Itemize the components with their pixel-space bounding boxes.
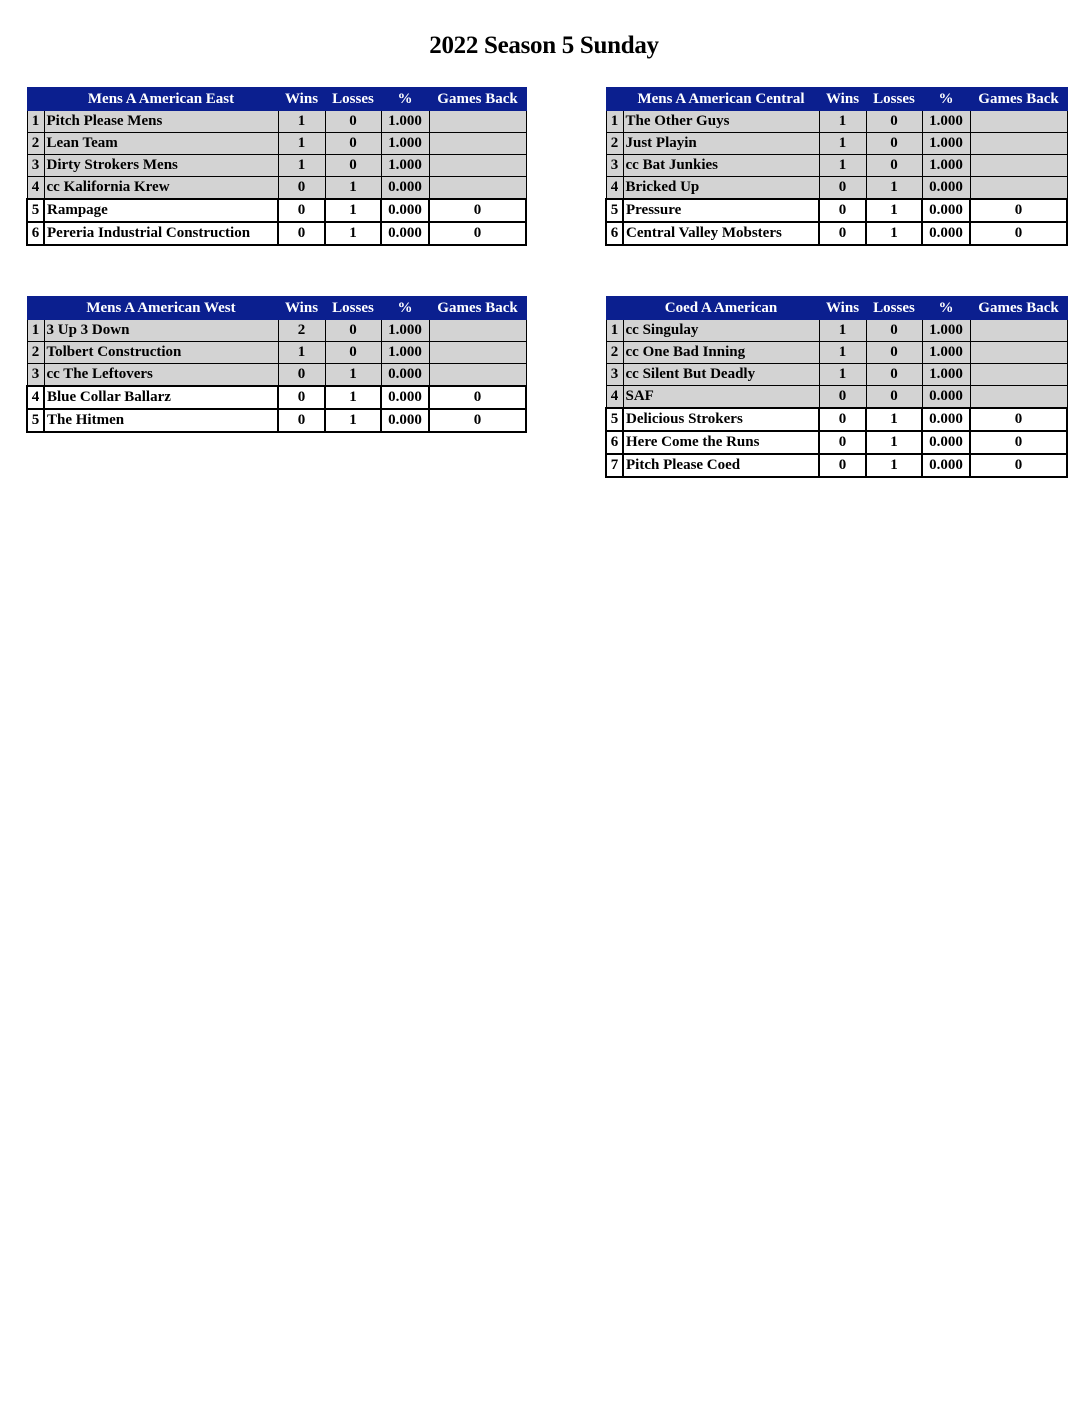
- pct-cell: 0.000: [381, 222, 429, 245]
- wins-cell: 1: [819, 155, 866, 177]
- team-cell: Here Come the Runs: [623, 431, 819, 454]
- standings-table-coed-a-american: [605, 296, 1068, 478]
- losses-cell: 0: [866, 111, 922, 133]
- team-cell: cc The Leftovers: [44, 364, 278, 387]
- games-back-cell: 0: [970, 408, 1067, 431]
- pct-cell: 1.000: [922, 320, 970, 342]
- wins-cell: 0: [278, 409, 325, 432]
- games-back-cell: 0: [429, 409, 526, 432]
- games-back-cell: [429, 177, 526, 200]
- table-row: [606, 431, 1067, 454]
- team-cell: Pereria Industrial Construction: [44, 222, 278, 245]
- pct-cell: 1.000: [922, 111, 970, 133]
- wins-cell: 0: [278, 222, 325, 245]
- losses-cell: 0: [325, 320, 381, 342]
- division-name: Mens A American West: [44, 297, 278, 320]
- rank-cell: 5: [27, 409, 44, 432]
- rank-cell: 4: [27, 386, 44, 409]
- games-back-cell: 0: [429, 222, 526, 245]
- losses-cell: 0: [866, 155, 922, 177]
- games-back-cell: [970, 320, 1067, 342]
- wins-cell: 0: [819, 386, 866, 409]
- pct-cell: 0.000: [381, 409, 429, 432]
- losses-cell: 0: [866, 320, 922, 342]
- rank-cell: 3: [27, 155, 44, 177]
- table-header-row: [606, 88, 1067, 111]
- team-cell: 3 Up 3 Down: [44, 320, 278, 342]
- pct-cell: 1.000: [381, 155, 429, 177]
- page-title: 2022 Season 5 Sunday: [429, 32, 659, 59]
- team-cell: Pressure: [623, 199, 819, 222]
- losses-cell: 1: [325, 199, 381, 222]
- rank-cell: 1: [27, 111, 44, 133]
- table-row: [27, 364, 526, 387]
- table-row: [27, 386, 526, 409]
- wins-cell: 0: [278, 177, 325, 200]
- standings-table-mens-a-american-east: [26, 87, 527, 246]
- losses-cell: 0: [325, 155, 381, 177]
- pct-cell: 0.000: [922, 431, 970, 454]
- wins-cell: 0: [819, 222, 866, 245]
- games-back-cell: [970, 133, 1067, 155]
- rank-header: [606, 88, 623, 111]
- rank-cell: 4: [606, 177, 623, 200]
- losses-cell: 1: [866, 199, 922, 222]
- division-name: Mens A American East: [44, 88, 278, 111]
- games-back-cell: 0: [970, 431, 1067, 454]
- games-back-cell: [429, 320, 526, 342]
- games-back-cell: 0: [429, 199, 526, 222]
- losses-cell: 1: [325, 222, 381, 245]
- rank-cell: 1: [606, 111, 623, 133]
- pct-cell: 1.000: [381, 133, 429, 155]
- team-cell: cc Bat Junkies: [623, 155, 819, 177]
- team-cell: cc Singulay: [623, 320, 819, 342]
- table-row: [606, 320, 1067, 342]
- pct-cell: 0.000: [922, 177, 970, 200]
- standings-table-mens-a-american-central: [605, 87, 1068, 246]
- pct-cell: 0.000: [922, 454, 970, 477]
- losses-header: Losses: [866, 297, 922, 320]
- team-cell: Pitch Please Mens: [44, 111, 278, 133]
- table-row: [27, 177, 526, 200]
- team-cell: cc Kalifornia Krew: [44, 177, 278, 200]
- pct-header: %: [922, 88, 970, 111]
- games-back-cell: [970, 364, 1067, 386]
- table-row: [606, 222, 1067, 245]
- pct-header: %: [922, 297, 970, 320]
- losses-cell: 1: [325, 409, 381, 432]
- games-back-cell: 0: [429, 386, 526, 409]
- rank-cell: 2: [27, 342, 44, 364]
- rank-cell: 4: [606, 386, 623, 409]
- table-header-row: [27, 88, 526, 111]
- team-cell: Blue Collar Ballarz: [44, 386, 278, 409]
- wins-cell: 1: [819, 111, 866, 133]
- rank-cell: 1: [606, 320, 623, 342]
- division-name: Coed A American: [623, 297, 819, 320]
- table-row: [606, 342, 1067, 364]
- losses-header: Losses: [866, 88, 922, 111]
- wins-header: Wins: [278, 297, 325, 320]
- games-back-cell: [970, 177, 1067, 200]
- pct-cell: 0.000: [381, 386, 429, 409]
- losses-cell: 1: [866, 177, 922, 200]
- wins-cell: 1: [819, 364, 866, 386]
- wins-cell: 0: [819, 454, 866, 477]
- team-cell: Rampage: [44, 199, 278, 222]
- team-cell: Dirty Strokers Mens: [44, 155, 278, 177]
- standings-table-mens-a-american-west: [26, 296, 527, 433]
- rank-cell: 2: [606, 133, 623, 155]
- wins-cell: 0: [819, 431, 866, 454]
- games-back-cell: [429, 342, 526, 364]
- table-row: [27, 155, 526, 177]
- games-back-cell: [429, 111, 526, 133]
- table-row: [27, 133, 526, 155]
- team-cell: The Hitmen: [44, 409, 278, 432]
- wins-header: Wins: [819, 88, 866, 111]
- pct-cell: 0.000: [922, 199, 970, 222]
- table-row: [27, 222, 526, 245]
- pct-cell: 1.000: [922, 155, 970, 177]
- games-back-cell: 0: [970, 199, 1067, 222]
- pct-cell: 0.000: [381, 199, 429, 222]
- table-row: [606, 111, 1067, 133]
- table-row: [606, 364, 1067, 386]
- team-cell: Bricked Up: [623, 177, 819, 200]
- table-row: [27, 320, 526, 342]
- wins-cell: 1: [278, 342, 325, 364]
- pct-cell: 1.000: [381, 111, 429, 133]
- team-cell: Tolbert Construction: [44, 342, 278, 364]
- games-back-cell: [970, 111, 1067, 133]
- table-row: [606, 133, 1067, 155]
- team-cell: The Other Guys: [623, 111, 819, 133]
- wins-cell: 0: [819, 177, 866, 200]
- table-row: [27, 199, 526, 222]
- pct-header: %: [381, 297, 429, 320]
- losses-cell: 0: [325, 342, 381, 364]
- losses-cell: 0: [325, 111, 381, 133]
- table-row: [606, 454, 1067, 477]
- games-back-cell: [429, 155, 526, 177]
- losses-cell: 0: [325, 133, 381, 155]
- team-cell: Central Valley Mobsters: [623, 222, 819, 245]
- rank-cell: 3: [27, 364, 44, 387]
- rank-cell: 6: [27, 222, 44, 245]
- table-row: [27, 111, 526, 133]
- team-cell: Just Playin: [623, 133, 819, 155]
- games-back-header: Games Back: [970, 88, 1067, 111]
- rank-cell: 4: [27, 177, 44, 200]
- team-cell: Pitch Please Coed: [623, 454, 819, 477]
- pct-cell: 1.000: [381, 320, 429, 342]
- games-back-cell: [429, 364, 526, 387]
- rank-header: [606, 297, 623, 320]
- rank-cell: 6: [606, 431, 623, 454]
- wins-cell: 1: [819, 133, 866, 155]
- division-name: Mens A American Central: [623, 88, 819, 111]
- table-row: [606, 177, 1067, 200]
- losses-header: Losses: [325, 88, 381, 111]
- wins-cell: 1: [819, 342, 866, 364]
- pct-cell: 0.000: [381, 364, 429, 387]
- games-back-cell: [970, 342, 1067, 364]
- wins-cell: 1: [278, 155, 325, 177]
- wins-cell: 0: [819, 408, 866, 431]
- table-row: [606, 408, 1067, 431]
- rank-cell: 1: [27, 320, 44, 342]
- losses-cell: 0: [866, 386, 922, 409]
- losses-cell: 1: [866, 408, 922, 431]
- table-row: [606, 386, 1067, 409]
- games-back-cell: [970, 386, 1067, 409]
- pct-cell: 0.000: [922, 408, 970, 431]
- table-row: [606, 155, 1067, 177]
- wins-header: Wins: [278, 88, 325, 111]
- rank-header: [27, 88, 44, 111]
- losses-cell: 1: [325, 177, 381, 200]
- rank-cell: 3: [606, 155, 623, 177]
- team-cell: SAF: [623, 386, 819, 409]
- team-cell: Delicious Strokers: [623, 408, 819, 431]
- table-row: [27, 342, 526, 364]
- rank-cell: 2: [27, 133, 44, 155]
- games-back-header: Games Back: [970, 297, 1067, 320]
- rank-cell: 5: [27, 199, 44, 222]
- table-row: [606, 199, 1067, 222]
- rank-cell: 3: [606, 364, 623, 386]
- rank-cell: 2: [606, 342, 623, 364]
- team-cell: cc Silent But Deadly: [623, 364, 819, 386]
- team-cell: Lean Team: [44, 133, 278, 155]
- rank-cell: 6: [606, 222, 623, 245]
- wins-header: Wins: [819, 297, 866, 320]
- pct-cell: 1.000: [922, 342, 970, 364]
- games-back-cell: 0: [970, 454, 1067, 477]
- games-back-header: Games Back: [429, 297, 526, 320]
- losses-cell: 0: [866, 133, 922, 155]
- wins-cell: 0: [278, 386, 325, 409]
- losses-cell: 1: [866, 454, 922, 477]
- pct-cell: 1.000: [922, 133, 970, 155]
- losses-header: Losses: [325, 297, 381, 320]
- table-row: [27, 409, 526, 432]
- losses-cell: 0: [866, 364, 922, 386]
- pct-cell: 0.000: [922, 222, 970, 245]
- wins-cell: 2: [278, 320, 325, 342]
- rank-header: [27, 297, 44, 320]
- wins-cell: 1: [278, 111, 325, 133]
- losses-cell: 0: [866, 342, 922, 364]
- pct-cell: 1.000: [922, 364, 970, 386]
- games-back-cell: [429, 133, 526, 155]
- losses-cell: 1: [866, 431, 922, 454]
- rank-cell: 5: [606, 408, 623, 431]
- wins-cell: 1: [819, 320, 866, 342]
- wins-cell: 0: [278, 199, 325, 222]
- pct-header: %: [381, 88, 429, 111]
- losses-cell: 1: [325, 386, 381, 409]
- wins-cell: 0: [278, 364, 325, 387]
- pct-cell: 0.000: [381, 177, 429, 200]
- wins-cell: 0: [819, 199, 866, 222]
- games-back-header: Games Back: [429, 88, 526, 111]
- games-back-cell: 0: [970, 222, 1067, 245]
- team-cell: cc One Bad Inning: [623, 342, 819, 364]
- losses-cell: 1: [866, 222, 922, 245]
- rank-cell: 7: [606, 454, 623, 477]
- table-header-row: [606, 297, 1067, 320]
- wins-cell: 1: [278, 133, 325, 155]
- table-header-row: [27, 297, 526, 320]
- losses-cell: 1: [325, 364, 381, 387]
- pct-cell: 0.000: [922, 386, 970, 409]
- games-back-cell: [970, 155, 1067, 177]
- pct-cell: 1.000: [381, 342, 429, 364]
- rank-cell: 5: [606, 199, 623, 222]
